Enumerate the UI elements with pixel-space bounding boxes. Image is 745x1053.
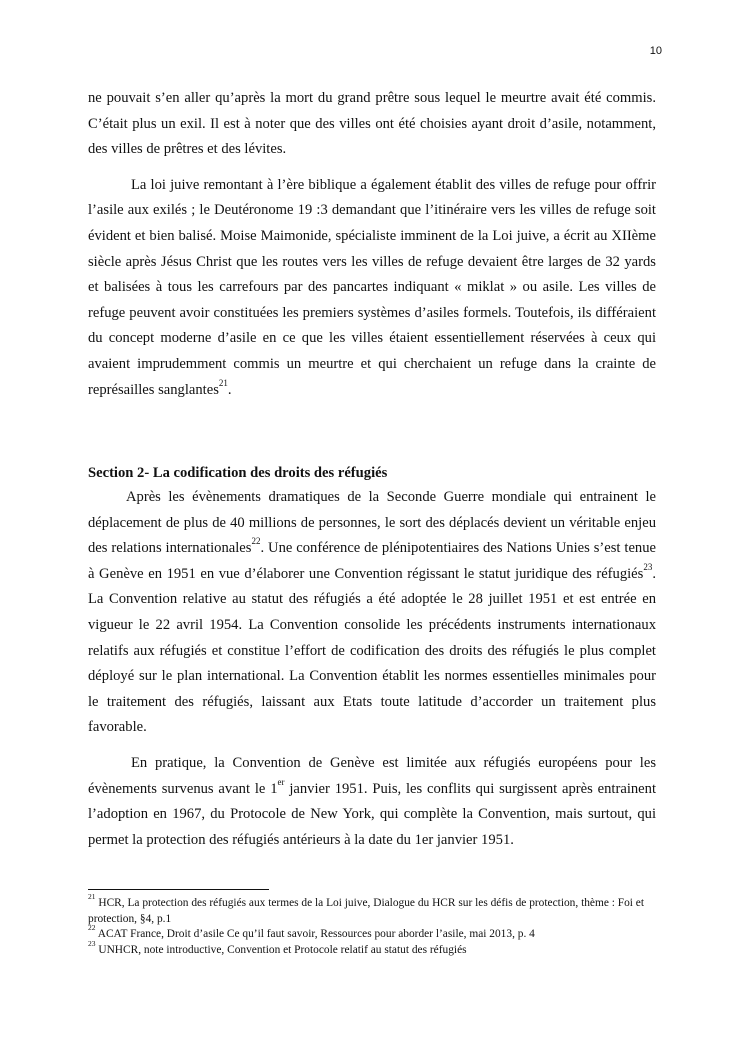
period: . bbox=[227, 381, 232, 398]
footnote-text: UNHCR, note introductive, Convention et Protocole relatif au statut des réfugiés bbox=[95, 943, 467, 956]
paragraph-en-pratique bbox=[88, 751, 656, 853]
footnote-number: 21 bbox=[88, 892, 96, 902]
section2-body bbox=[88, 485, 656, 853]
footnote-21 bbox=[88, 892, 663, 927]
footnote-ref-23: 23 bbox=[643, 561, 653, 572]
footnote-ref-22: 22 bbox=[251, 536, 261, 547]
page-number: 10 bbox=[649, 45, 662, 57]
paragraph-text: La loi juive remontant à l’ère biblique a également établit des villes de refuge pour offrir l’asile aux exilés ; le Deutéronome 19 :3 demandant que l’itinéraire vers les villes de refuge soit évident et bien balisé. Moise Maimonide, spécialiste imminent de la Loi juive, a écrit au XIIème siècle après Jésus Christ que les routes vers les villes de refuge devaient être larges de 32 yards et balisées à tous les carrefours par des pancartes indiquant « miklat » ou asile. Les villes de refuge peuvent avoir constituées les premiers systèmes d’asiles formels. Toutefois, ils différaient du concept moderne d’asile en ce que les villes étaient essentiellement réservées à ceux qui avaient imprudemment commis un meurtre et qui cherchaient un refuge dans la crainte de représailles sanglantes bbox=[88, 176, 656, 398]
text-part: . La Convention relative au statut des réfugiés a été adoptée le 28 juillet 1951 et est entrée en vigueur le 22 avril 1954. La Convention consolide les précédents instruments internationaux relatifs aux réfugiés et constitue l’effort de codification des droits des réfugiés le plus complet déployé sur le plan international. La Convention établit les normes essentielles minimales pour le traitement des réfugiés, laissant aux Etats toute latitude d’accorder un traitement plus favorable. bbox=[88, 565, 656, 736]
footnote-number: 23 bbox=[88, 938, 96, 948]
footnote-text: HCR, La protection des réfugiés aux termes de la Loi juive, Dialogue du HCR sur les défis de protection, thème : Foi et protection, §4, p.1 bbox=[88, 897, 645, 925]
footnote-text: ACAT France, Droit d’asile Ce qu’il faut savoir, Ressources pour aborder l’asile, mai 2013, p. 4 bbox=[95, 928, 535, 941]
text-part: . Une conférence de plénipotentiaires des Nations Unies s’est tenue à Genève en 1951 en vue d’élaborer une Convention régissant le statut juridique des réfugiés bbox=[88, 540, 656, 582]
text-part: En pratique, la Convention de Genève est limitée aux réfugiés européens pour les évènements survenus avant le 1 bbox=[88, 754, 656, 797]
paragraph-villes-de-refuge bbox=[88, 173, 656, 403]
section1-body bbox=[88, 86, 656, 403]
section-heading: Section 2- La codification des droits des réfugiés bbox=[88, 465, 388, 481]
footnote-separator bbox=[88, 889, 269, 890]
footnote-23 bbox=[88, 938, 663, 959]
footnotes bbox=[88, 892, 663, 958]
footnote-ref-21: 21 bbox=[218, 377, 228, 388]
paragraph-convention bbox=[88, 485, 656, 741]
footnote-number: 22 bbox=[88, 923, 96, 933]
paragraph-continuation: ne pouvait s’en aller qu’après la mort du grand prêtre sous lequel le meurtre avait été commis. C’était plus un exil. Il est à noter que des villes ont été choisies ayant droit d’asile, notamment, des villes de prêtres et des lévites. bbox=[88, 90, 656, 158]
footnote-22 bbox=[88, 923, 663, 943]
text-part: janvier 1951. Puis, les conflits qui surgissent après entrainent l’adoption en 1967, du Protocole de New York, qui complète la Convention, mais surtout, qui permet la protection des réfugiés antérieurs à la date du 1er janvier 1951. bbox=[88, 780, 656, 848]
text-part: Après les évènements dramatiques de la Seconde Guerre mondiale qui entrainent le déplacement de plus de 40 millions de personnes, le sort des déplacés devient un véritable enjeu des relations internationales bbox=[88, 489, 656, 557]
ordinal-suffix: er bbox=[277, 776, 285, 787]
